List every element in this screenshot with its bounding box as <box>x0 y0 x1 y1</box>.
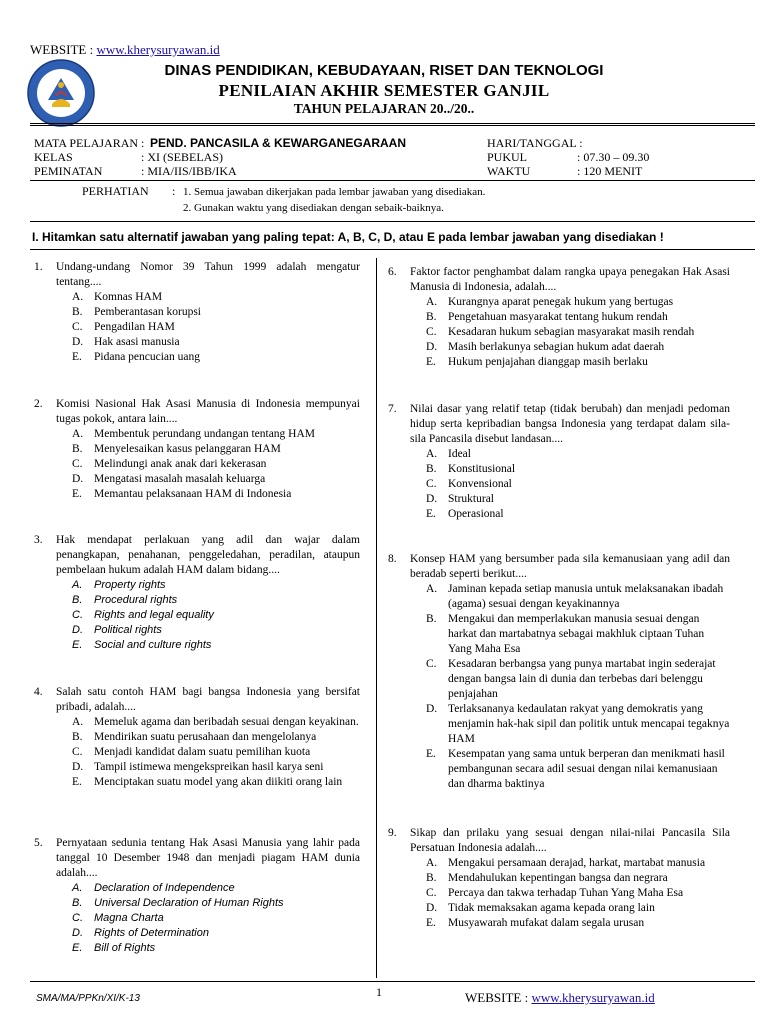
peminatan-label: PEMINATAN <box>34 164 103 178</box>
exam-title: PENILAIAN AKHIR SEMESTER GANJIL <box>218 81 550 100</box>
option-letter: A. <box>426 857 438 869</box>
option-letter: C. <box>426 326 437 338</box>
info-divider <box>30 180 755 181</box>
perhatian-label: PERHATIAN <box>82 184 149 198</box>
answer-option <box>72 593 360 608</box>
option-letter: E. <box>426 356 436 368</box>
option-text: Pengetahuan masyarakat tentang hukum rendah <box>448 311 668 323</box>
column-divider <box>376 258 377 978</box>
header-divider <box>30 123 755 126</box>
option-text: Hukum penjajahan dianggap masih berlaku <box>448 356 648 368</box>
option-letter: B. <box>72 594 83 606</box>
option-text: Social and culture rights <box>94 639 212 651</box>
option-letter: B. <box>426 311 437 323</box>
answer-options <box>426 295 730 370</box>
institution-title: DINAS PENDIDIKAN, KEBUDAYAAN, RISET DAN TEKNOLOGI <box>164 62 604 79</box>
answer-option <box>426 447 730 462</box>
answer-options <box>72 578 360 653</box>
answer-option <box>72 715 360 730</box>
option-letter: B. <box>426 613 437 625</box>
option-letter: A. <box>72 579 83 591</box>
footer-divider <box>30 981 755 982</box>
option-text: Menciptakan suatu model yang akan diikiti orang lain <box>94 776 343 788</box>
option-text: Struktural <box>448 493 494 505</box>
answer-option <box>426 477 730 492</box>
answer-option <box>426 355 730 370</box>
option-letter: A. <box>426 296 438 308</box>
answer-option <box>72 290 360 305</box>
option-letter: C. <box>72 321 83 333</box>
question-text: Sikap dan prilaku yang sesuai dengan nilai-nilai Pancasila Sila Persatuan Indonesia adalah.... <box>410 827 730 854</box>
perhatian-sep: : <box>172 184 176 198</box>
answer-option <box>72 881 360 896</box>
option-letter: D. <box>72 927 83 939</box>
answer-option <box>426 886 730 901</box>
option-letter: E. <box>72 942 83 954</box>
option-text: Pemberantasan korupsi <box>94 306 201 318</box>
hari-label: HARI/TANGGAL : <box>487 136 583 150</box>
answer-options <box>72 881 360 956</box>
answer-option <box>72 335 360 350</box>
question-number: 7. <box>388 403 397 415</box>
option-text: Kurangnya aparat penegak hukum yang bertugas <box>448 296 674 308</box>
question-number: 4. <box>34 686 43 698</box>
answer-option <box>72 623 360 638</box>
answer-option <box>72 896 360 911</box>
option-letter: E. <box>426 917 436 929</box>
question-4 <box>34 685 360 790</box>
answer-option <box>72 487 360 502</box>
option-letter: D. <box>72 336 84 348</box>
answer-option <box>72 941 360 956</box>
answer-option <box>426 871 730 886</box>
answer-option <box>72 442 360 457</box>
option-text: Menyelesaikan kasus pelanggaran HAM <box>94 443 281 455</box>
option-text: Mendirikan suatu perusahaan dan mengelolanya <box>94 731 317 743</box>
waktu-label: WAKTU <box>487 164 531 178</box>
answer-options <box>72 290 360 365</box>
option-letter: C. <box>72 458 83 470</box>
option-text: Ideal <box>448 448 471 460</box>
option-text: Percaya dan takwa terhadap Tuhan Yang Maha Esa <box>448 887 684 899</box>
kelas-label: KELAS <box>34 150 73 164</box>
option-letter: E. <box>72 488 82 500</box>
question-3 <box>34 533 360 653</box>
instructions-divider <box>30 221 755 222</box>
answer-options <box>426 447 730 522</box>
question-number: 3. <box>34 534 43 546</box>
question-text: Pernyataan sedunia tentang Hak Asasi Manusia yang lahir pada tanggal 10 Desember 1948 dan menjadi piagam HAM dunia adalah.... <box>56 837 360 879</box>
answer-option <box>72 760 360 775</box>
option-letter: A. <box>72 716 84 728</box>
option-text: Mengatasi masalah masalah keluarga <box>94 473 266 485</box>
option-letter: B. <box>72 306 83 318</box>
option-text: Bill of Rights <box>94 942 156 954</box>
question-9 <box>388 826 730 931</box>
answer-option <box>426 856 730 871</box>
option-text: Rights of Determination <box>94 927 209 939</box>
pukul-value: : 07.30 – 09.30 <box>577 150 650 164</box>
answer-option <box>72 911 360 926</box>
answer-option <box>72 305 360 320</box>
answer-options <box>72 715 360 790</box>
note-1: 1. Semua jawaban dikerjakan pada lembar jawaban yang disediakan. <box>183 186 486 198</box>
option-letter: B. <box>72 731 83 743</box>
page-number: 1 <box>376 985 382 999</box>
option-letter: A. <box>426 583 438 595</box>
option-text: Kesadaran berbangsa yang punya martabat ingin sederajat dengan bangsa lain di dunia dan terbebas dari belenggu penjajahan <box>448 658 716 700</box>
answer-option <box>426 295 730 310</box>
option-text: Mendahulukan kepentingan bangsa dan negrara <box>448 872 668 884</box>
option-text: Tidak memaksakan agama kepada orang lain <box>448 902 655 914</box>
option-text: Mengakui persamaan derajad, harkat, martabat manusia <box>448 857 706 869</box>
footer-code: SMA/MA/PPKn/XI/K-13 <box>36 993 140 1004</box>
question-text: Komisi Nasional Hak Asasi Manusia di Indonesia mempunyai tugas pokok, antara lain.... <box>56 398 360 425</box>
peminatan-value: : MIA/IIS/IBB/IKA <box>141 164 237 178</box>
option-letter: A. <box>72 428 84 440</box>
option-text: Jaminan kepada setiap manusia untuk melaksanakan ibadah (agama) sesuai dengan keyakinannya <box>448 583 724 610</box>
answer-option <box>72 608 360 623</box>
answer-option <box>72 775 360 790</box>
option-letter: E. <box>426 748 436 760</box>
option-letter: E. <box>72 351 82 363</box>
option-letter: D. <box>426 493 438 505</box>
answer-option <box>72 472 360 487</box>
option-text: Masih berlakunya sebagian hukum adat daerah <box>448 341 665 353</box>
answer-option <box>72 745 360 760</box>
option-letter: E. <box>72 639 83 651</box>
question-1 <box>34 260 360 365</box>
question-text: Nilai dasar yang relatif tetap (tidak berubah) dan menjadi pedoman hidup serta kepribadian bangsa Indonesia yang terdapat dalam sila-sila Pancasila disebut landasan.... <box>410 403 730 445</box>
kelas-value: : XI (SEBELAS) <box>141 150 223 164</box>
question-5 <box>34 836 360 956</box>
question-number: 6. <box>388 266 397 278</box>
option-text: Pidana pencucian uang <box>94 351 201 363</box>
section-divider <box>30 249 755 250</box>
question-6 <box>388 265 730 370</box>
option-letter: D. <box>426 703 438 715</box>
option-text: Musyawarah mufakat dalam segala urusan <box>448 917 645 929</box>
academic-year: TAHUN PELAJARAN 20../20.. <box>293 101 475 116</box>
option-text: Komnas HAM <box>94 291 163 303</box>
option-letter: C. <box>72 912 83 924</box>
question-number: 8. <box>388 553 397 565</box>
answer-options <box>426 856 730 931</box>
answer-option <box>72 730 360 745</box>
website-link[interactable]: www.kherysuryawan.id <box>96 42 220 57</box>
note-2: 2. Gunakan waktu yang disediakan dengan sebaik-baiknya. <box>183 202 444 214</box>
option-text: Political rights <box>94 624 162 636</box>
option-text: Hak asasi manusia <box>94 336 180 348</box>
answer-options <box>426 582 730 792</box>
website-footer-link[interactable]: www.kherysuryawan.id <box>531 990 655 1005</box>
option-text: Memantau pelaksanaan HAM di Indonesia <box>94 488 292 500</box>
question-number: 9. <box>388 827 397 839</box>
question-text: Faktor factor penghambat dalam rangka upaya penegakan Hak Asasi Manusia di Indonesia, adalah.... <box>410 266 730 293</box>
answer-option <box>426 612 730 657</box>
option-text: Declaration of Independence <box>94 882 235 894</box>
option-text: Tampil istimewa mengekspreikan hasil karya seni <box>94 761 324 773</box>
question-text: Undang-undang Nomor 39 Tahun 1999 adalah mengatur tentang.... <box>56 261 360 288</box>
answer-option <box>426 747 730 792</box>
answer-option <box>72 350 360 365</box>
option-text: Operasional <box>448 508 504 520</box>
section-instruction: I. Hitamkan satu alternatif jawaban yang paling tepat: A, B, C, D, atau E pada lembar jawaban yang disediakan ! <box>32 230 664 244</box>
option-text: Terlaksananya kedaulatan rakyat yang demokratis yang menjamin hak-hak sipil dan politik untuk mencapai tegaknya HAM <box>448 703 730 745</box>
answer-option <box>426 325 730 340</box>
option-text: Pengadilan HAM <box>94 321 175 333</box>
option-text: Property rights <box>94 579 166 591</box>
option-text: Procedural rights <box>94 594 178 606</box>
option-letter: A. <box>426 448 438 460</box>
option-text: Konvensional <box>448 478 512 490</box>
option-letter: D. <box>426 341 438 353</box>
website-label: WEBSITE : <box>30 42 97 57</box>
question-8 <box>388 552 730 792</box>
answer-option <box>72 457 360 472</box>
option-text: Membentuk perundang undangan tentang HAM <box>94 428 316 440</box>
question-number: 5. <box>34 837 43 849</box>
question-text: Salah satu contoh HAM bagi bangsa Indonesia yang bersifat pribadi, adalah.... <box>56 686 360 713</box>
option-text: Magna Charta <box>94 912 164 924</box>
answer-options <box>72 427 360 502</box>
answer-option <box>426 340 730 355</box>
option-letter: B. <box>426 463 437 475</box>
option-text: Rights and legal equality <box>94 609 214 621</box>
option-letter: A. <box>72 291 84 303</box>
mapel-label: MATA PELAJARAN : <box>34 136 145 150</box>
option-text: Melindungi anak anak dari kekerasan <box>94 458 267 470</box>
answer-option <box>72 320 360 335</box>
question-number: 1. <box>34 261 43 273</box>
pukul-label: PUKUL <box>487 150 528 164</box>
option-letter: C. <box>72 609 83 621</box>
website-footer <box>465 990 655 1006</box>
answer-option <box>72 578 360 593</box>
option-text: Konstitusional <box>448 463 516 475</box>
option-letter: C. <box>426 478 437 490</box>
option-letter: B. <box>72 897 83 909</box>
answer-option <box>72 926 360 941</box>
answer-option <box>426 492 730 507</box>
answer-option <box>426 462 730 477</box>
website-footer-label: WEBSITE : <box>465 990 532 1005</box>
option-letter: A. <box>72 882 83 894</box>
answer-option <box>72 427 360 442</box>
question-7 <box>388 402 730 522</box>
answer-option <box>426 507 730 522</box>
question-text: Konsep HAM yang bersumber pada sila kemanusiaan yang adil dan beradab seperti berikut.... <box>410 553 730 580</box>
option-letter: E. <box>426 508 436 520</box>
option-letter: D. <box>72 473 84 485</box>
option-text: Menjadi kandidat dalam suatu pemilihan kuota <box>94 746 311 758</box>
answer-option <box>426 702 730 747</box>
option-letter: C. <box>426 658 437 670</box>
option-letter: B. <box>426 872 437 884</box>
option-text: Mengakui dan memperlakukan manusia sesuai dengan harkat dan martabatnya sebagai makhluk ciptaan Tuhan Yang Maha Esa <box>448 613 705 655</box>
option-text: Memeluk agama dan beribadah sesuai dengan keyakinan. <box>94 716 359 728</box>
question-text: Hak mendapat perlakuan yang adil dan wajar dalam penangkapan, penahanan, penggeledahan, peradilan, ataupun pembelaan hukum adalah HAM dalam bidang.... <box>56 534 360 576</box>
answer-option <box>426 916 730 931</box>
option-text: Kesadaran hukum sebagian masyarakat masih rendah <box>448 326 695 338</box>
question-number: 2. <box>34 398 43 410</box>
answer-option <box>426 310 730 325</box>
option-text: Universal Declaration of Human Rights <box>94 897 284 909</box>
option-text: Kesempatan yang sama untuk berperan dan menikmati hasil pembangunan secara adil sesuai dengan nilai kemanusiaan dan dharma baktinya <box>448 748 725 790</box>
option-letter: C. <box>426 887 437 899</box>
answer-option <box>426 582 730 612</box>
option-letter: D. <box>72 761 84 773</box>
option-letter: E. <box>72 776 82 788</box>
option-letter: C. <box>72 746 83 758</box>
answer-option <box>72 638 360 653</box>
option-letter: D. <box>72 624 83 636</box>
question-2 <box>34 397 360 502</box>
option-letter: B. <box>72 443 83 455</box>
answer-option <box>426 901 730 916</box>
option-letter: D. <box>426 902 438 914</box>
waktu-value: : 120 MENIT <box>577 164 643 178</box>
answer-option <box>426 657 730 702</box>
mapel-value: PEND. PANCASILA & KEWARGANEGARAAN <box>150 136 407 150</box>
website-header <box>30 42 220 58</box>
